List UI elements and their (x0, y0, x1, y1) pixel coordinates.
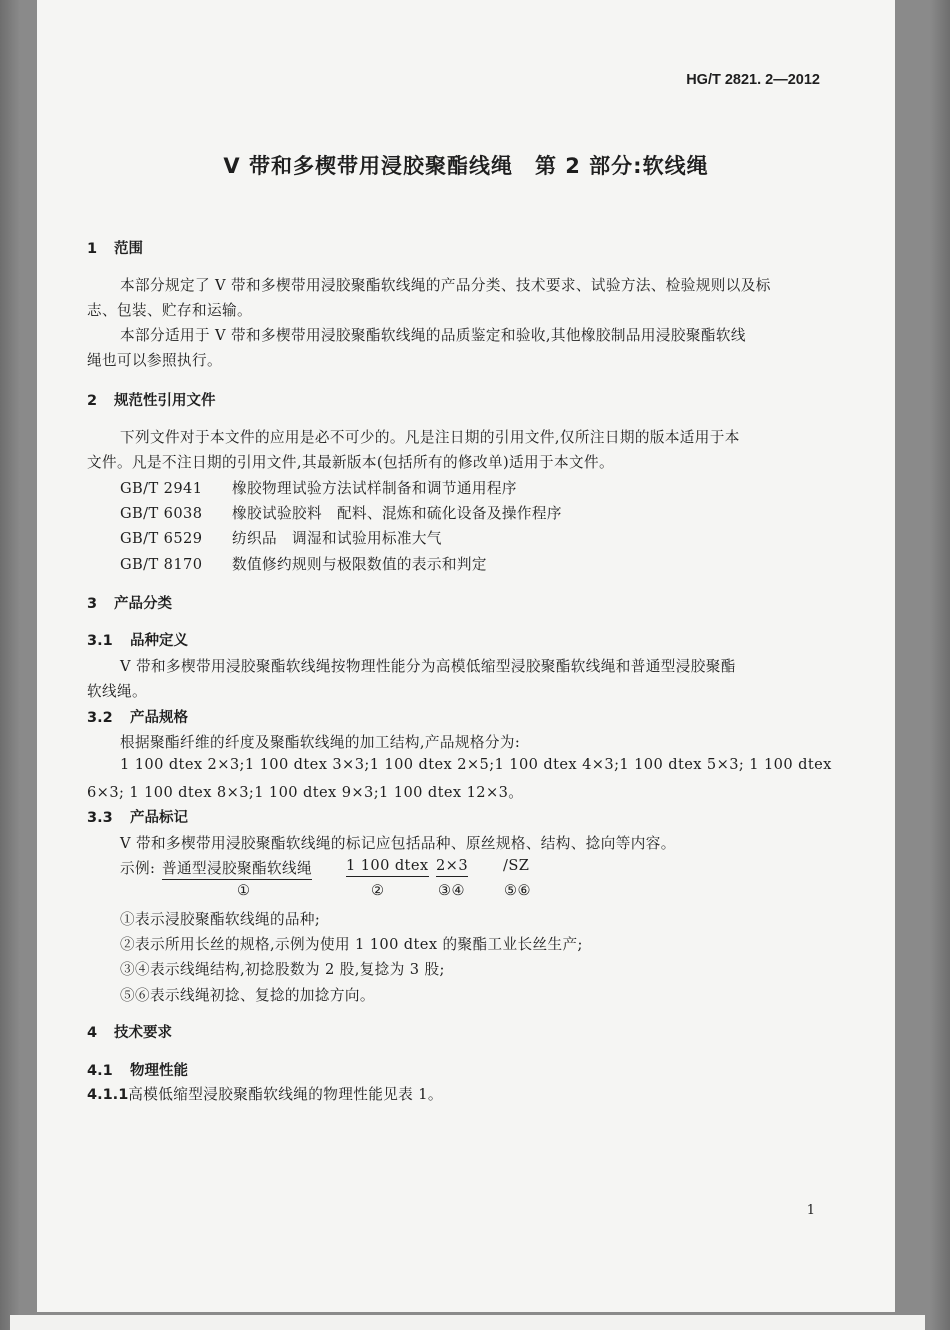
reference-title: 纺织品 调湿和试验用标准大气 (232, 530, 442, 547)
section-number: 3 (87, 596, 98, 612)
example-mark: ① (237, 882, 251, 899)
normative-reference (120, 502, 562, 523)
section-number: 3.1 (87, 633, 113, 649)
section-title: 产品规格 (130, 710, 188, 726)
subsection-3-3-heading (87, 806, 188, 827)
reference-code: GB/T 8170 (120, 556, 203, 573)
document-page (37, 0, 895, 1312)
paragraph-line: 根据聚酯纤维的纤度及聚酯软线绳的加工结构,产品规格分为: (120, 734, 521, 751)
section-number: 2 (87, 393, 98, 409)
section-number: 1 (87, 241, 98, 257)
next-page-edge (10, 1315, 925, 1330)
note-line: ⑤⑥表示线绳初捻、复捻的加捻方向。 (120, 987, 375, 1004)
example-part-structure: 2×3 (436, 857, 468, 874)
reference-code: GB/T 6038 (120, 505, 203, 522)
section-title: 产品标记 (130, 810, 188, 826)
paragraph-line: 本部分规定了 V 带和多楔带用浸胶聚酯软线绳的产品分类、技术要求、试验方法、检验规则以及标 (120, 277, 771, 294)
standard-number: HG/T 2821. 2—2012 (686, 72, 820, 88)
example-mark: ③④ (438, 882, 465, 899)
section-2-heading (87, 389, 216, 410)
normative-reference (120, 527, 442, 548)
example-part-variety: 普通型浸胶聚酯软线绳 (162, 857, 312, 878)
example-part-spec: 1 100 dtex (346, 857, 429, 874)
section-1-heading (87, 237, 143, 258)
example-part-twist: /SZ (503, 857, 530, 874)
subsection-3-2-heading (87, 706, 188, 727)
paragraph-line: 志、包装、贮存和运输。 (87, 302, 252, 319)
section-4-heading (87, 1021, 172, 1042)
clause-text: 高模低缩型浸胶聚酯软线绳的物理性能见表 1。 (128, 1086, 443, 1103)
paragraph-line: 绳也可以参照执行。 (87, 352, 222, 369)
section-3-heading (87, 592, 172, 613)
example-label: 示例: (120, 860, 156, 877)
section-number: 4.1.1 (87, 1087, 129, 1103)
normative-reference (120, 553, 487, 574)
paragraph-line: V 带和多楔带用浸胶聚酯软线绳的标记应包括品种、原丝规格、结构、捻向等内容。 (120, 835, 676, 852)
section-number: 3.2 (87, 710, 113, 726)
example-mark: ⑤⑥ (504, 882, 531, 899)
note-line: ①表示浸胶聚酯软线绳的品种; (120, 911, 321, 928)
section-title: 范围 (114, 241, 143, 257)
section-number: 4 (87, 1025, 98, 1041)
paragraph-line: 6×3; 1 100 dtex 8×3;1 100 dtex 9×3;1 100 dtex 12×3。 (87, 784, 524, 801)
paragraph-line: 1 100 dtex 2×3;1 100 dtex 3×3;1 100 dtex 2×5;1 100 dtex 4×3;1 100 dtex 5×3; 1 100 dtex (120, 756, 832, 773)
paragraph-line: V 带和多楔带用浸胶聚酯软线绳按物理性能分为高模低缩型浸胶聚酯软线绳和普通型浸胶聚酯 (120, 658, 736, 675)
reference-title: 橡胶试验胶料 配料、混炼和硫化设备及操作程序 (232, 505, 562, 522)
subsection-4-1-heading (87, 1059, 188, 1080)
paragraph-line: 下列文件对于本文件的应用是必不可少的。凡是注日期的引用文件,仅所注日期的版本适用于本 (120, 429, 740, 446)
paragraph-line: 软线绳。 (87, 683, 147, 700)
paragraph-line: 文件。凡是不注日期的引用文件,其最新版本(包括所有的修改单)适用于本文件。 (87, 454, 615, 471)
reference-code: GB/T 6529 (120, 530, 203, 547)
section-number: 3.3 (87, 810, 113, 826)
example-mark: ② (371, 882, 385, 899)
reference-code: GB/T 2941 (120, 480, 203, 497)
section-title: 品种定义 (130, 633, 188, 649)
note-line: ③④表示线绳结构,初捻股数为 2 股,复捻为 3 股; (120, 961, 445, 978)
note-line: ②表示所用长丝的规格,示例为使用 1 100 dtex 的聚酯工业长丝生产; (120, 936, 583, 953)
clause-4-1-1 (87, 1083, 443, 1104)
reference-title: 数值修约规则与极限数值的表示和判定 (232, 556, 487, 573)
section-title: 规范性引用文件 (114, 393, 216, 409)
section-title: 产品分类 (114, 596, 172, 612)
normative-reference (120, 477, 517, 498)
paragraph-line: 本部分适用于 V 带和多楔带用浸胶聚酯软线绳的品质鉴定和验收,其他橡胶制品用浸胶聚酯软线 (120, 327, 746, 344)
section-title: 技术要求 (114, 1025, 172, 1041)
page-number: 1 (806, 1203, 815, 1218)
document-title: V 带和多楔带用浸胶聚酯线绳 第 2 部分:软线绳 (223, 154, 709, 178)
reference-title: 橡胶物理试验方法试样制备和调节通用程序 (232, 480, 517, 497)
subsection-3-1-heading (87, 629, 188, 650)
section-title: 物理性能 (130, 1063, 188, 1079)
section-number: 4.1 (87, 1063, 113, 1079)
